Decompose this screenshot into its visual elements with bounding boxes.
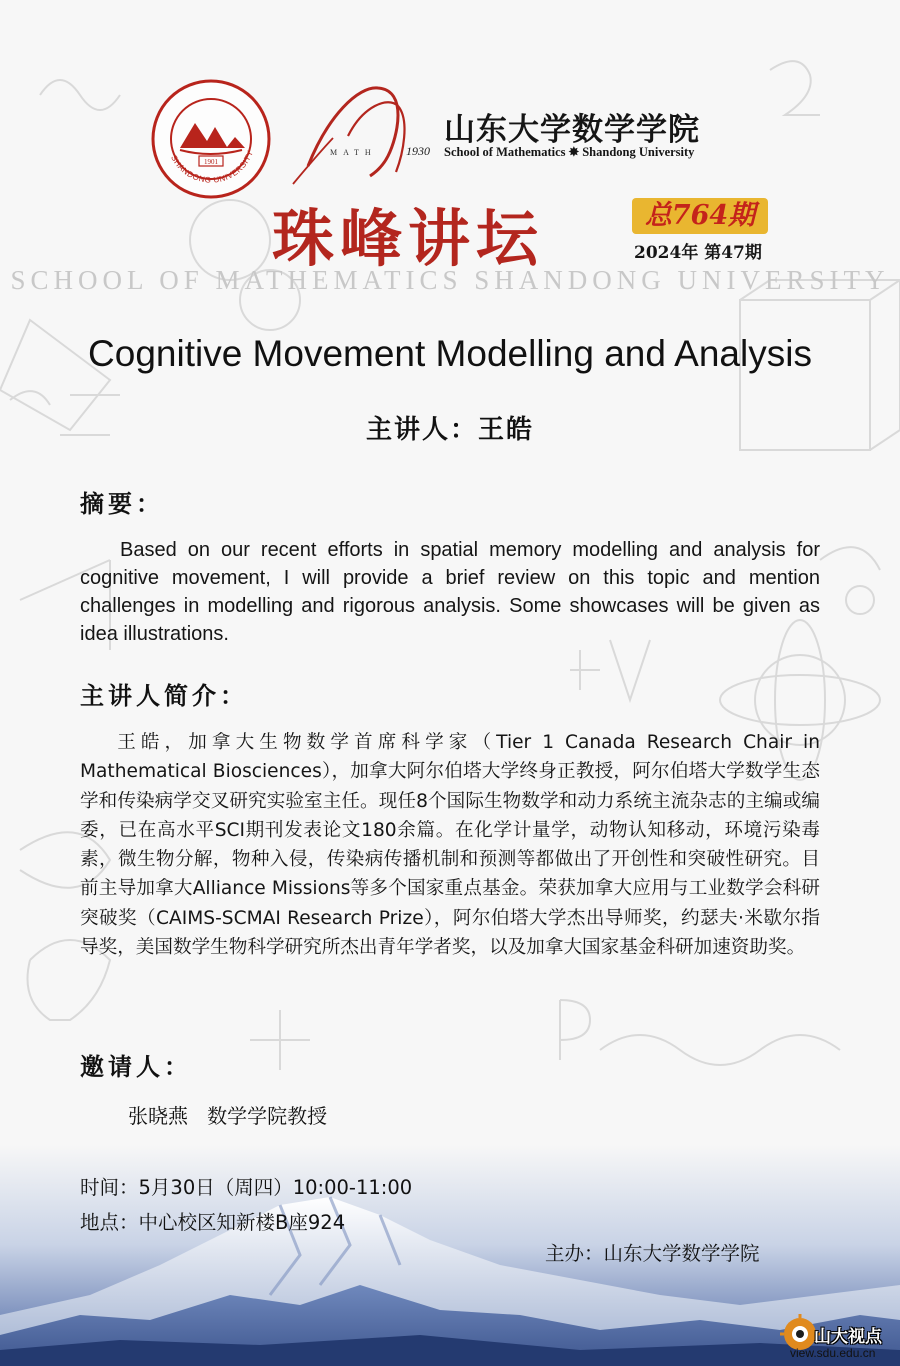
host-heading: 邀请人： [80, 1052, 192, 1081]
bio-text: 王皓，加拿大生物数学首席科学家（Tier 1 Canada Research Chair in Mathematical Biosciences），加拿大阿尔伯塔大学终身正教授，阿尔伯塔大学数学生态学和传染病学交叉研究实验室主任。现任8个国际生物数学和动力系统主流杂志的主编或编委，已在高水平SCI期刊发表论文180余篇。在化学计量学，动物认知移动，环境污染毒素，微生物分解，物种入侵，传染病传播机制和预测等都做出了开创性和突破性研究。目前主导加拿大Alliance Missions等多个国家重点基金。荣获加拿大应用与工业数学会科研突破奖（CAIMS-SCMAI Research Prize），阿尔伯塔大学杰出导师奖，约瑟夫·米歇尔指导奖，美国数学生物科学研究所杰出青年学者奖，以及加拿大国家基金科研加速资助奖。 [80, 732, 820, 959]
host-text: 张晓燕 数学学院教授 [128, 1104, 328, 1128]
issue-total-badge: 总764期 [632, 198, 768, 234]
talk-title: Cognitive Movement Modelling and Analysis [88, 333, 812, 374]
abstract-heading: 摘要： [80, 489, 164, 518]
watermark-name: 山大视点 [814, 1327, 882, 1347]
watermark-url: view.sdu.edu.cn [790, 1346, 876, 1360]
logo-math-word: MATH [330, 148, 377, 157]
abstract-text: Based on our recent efforts in spatial memory modelling and analysis for cognitive movement, I will provide a brief review on this topic and mention challenges in modelling and rigorous analysis. Some showcases will be given as idea illustrations. [80, 539, 820, 645]
school-name-english: School of Mathematics ✸ Shandong University [444, 145, 695, 159]
organizer-line: 主办：山东大学数学学院 [545, 1242, 760, 1265]
school-of-math-logo [288, 76, 438, 188]
series-title: 珠峰讲坛 [272, 202, 545, 275]
seal-text: SHANDONG UNIVERSITY [169, 149, 256, 185]
seal-year: 1901 [204, 158, 218, 166]
shandong-university-seal-logo [150, 78, 272, 200]
speaker-line: 主讲人：王皓 [365, 415, 534, 445]
bio-heading: 主讲人简介： [80, 681, 248, 710]
school-banner-text: SCHOOL OF MATHEMATICS SHANDONG UNIVERSITY [10, 265, 890, 295]
issue-year-label: 2024年 第47期 [634, 243, 762, 263]
venue-line: 地点：中心校区知新楼B座924 [80, 1211, 346, 1234]
time-line: 时间：5月30日（周四）10:00-11:00 [80, 1176, 413, 1199]
logo-math-year: 1930 [406, 144, 430, 158]
school-name-chinese: 山东大学数学学院 [444, 112, 700, 148]
